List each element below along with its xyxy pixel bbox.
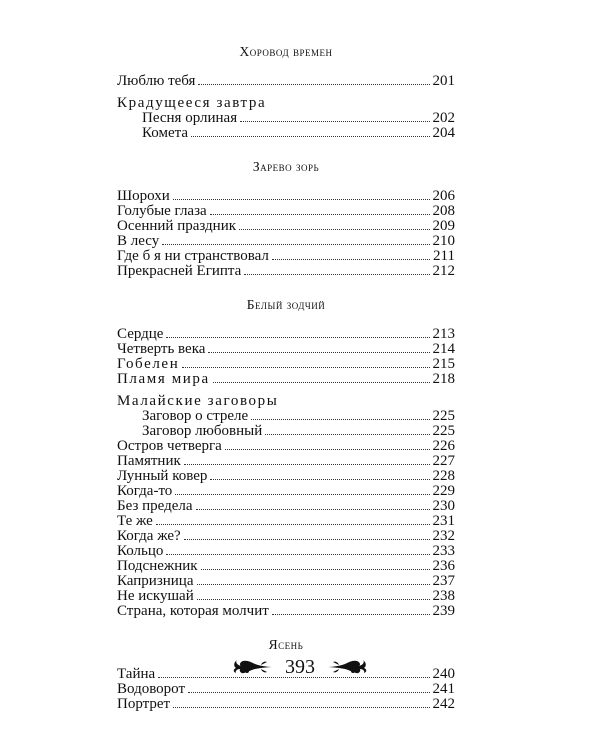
toc-entry xyxy=(117,574,455,589)
toc-entry-page: 231 xyxy=(432,513,455,529)
toc-entry-title: Прекрасней Египта xyxy=(117,263,242,279)
dot-leader xyxy=(166,336,429,338)
toc-entry-page: 208 xyxy=(432,203,455,219)
dot-leader xyxy=(272,613,430,615)
section-title: Ясень xyxy=(268,637,304,652)
dot-leader xyxy=(213,381,430,383)
toc-entry-title: Не искушай xyxy=(117,588,194,604)
toc-entry xyxy=(117,111,455,126)
toc-group-heading: Крадущееся завтра xyxy=(117,95,267,111)
toc-entry xyxy=(117,264,455,279)
toc-entry-title: Страна, которая молчит xyxy=(117,603,269,619)
section-title: Белый зодчий xyxy=(246,297,326,312)
toc-entry-page: 225 xyxy=(432,423,455,439)
toc-entry-title: Заговор о стреле xyxy=(142,408,249,424)
dot-leader xyxy=(210,478,429,480)
toc-entry-title: Голубые глаза xyxy=(117,203,207,219)
toc-entry-page: 237 xyxy=(432,573,455,589)
dot-leader xyxy=(201,568,430,570)
toc-entry-page: 212 xyxy=(432,263,455,279)
dot-leader xyxy=(191,135,429,137)
toc-entry-page: 209 xyxy=(432,218,455,234)
dot-leader xyxy=(166,553,429,555)
dot-leader xyxy=(210,213,430,215)
dot-leader xyxy=(156,523,430,525)
toc-entry xyxy=(117,424,455,439)
toc-entry xyxy=(117,409,455,424)
toc-entry xyxy=(117,439,455,454)
toc-entry-title: Подснежник xyxy=(117,558,198,574)
toc-entry-title: Когда-то xyxy=(117,483,173,499)
toc-entry-list xyxy=(117,74,455,141)
dot-leader xyxy=(197,598,430,600)
toc-entry xyxy=(117,514,455,529)
section-title: Зарево зорь xyxy=(252,159,320,174)
toc-entry-title: Гобелен xyxy=(117,356,180,372)
toc-entry-page: 204 xyxy=(432,125,455,141)
toc-entry-page: 210 xyxy=(432,233,455,249)
toc-entry xyxy=(117,559,455,574)
toc-entry xyxy=(117,372,455,387)
toc-entry xyxy=(117,204,455,219)
toc-entry-list xyxy=(117,327,455,619)
dot-leader xyxy=(182,366,429,368)
toc-entry xyxy=(117,454,455,469)
toc-entry-page: 229 xyxy=(432,483,455,499)
dot-leader xyxy=(239,228,429,230)
toc-entry-page: 239 xyxy=(432,603,455,619)
toc-entry xyxy=(117,499,455,514)
leaf-ornament-icon xyxy=(323,656,369,678)
toc-entry-page: 202 xyxy=(432,110,455,126)
toc-entry-title: Осенний праздник xyxy=(117,218,237,234)
toc-entry xyxy=(117,529,455,544)
toc-entry xyxy=(117,589,455,604)
dot-leader xyxy=(198,83,429,85)
toc-entry xyxy=(117,544,455,559)
toc-entry-page: 215 xyxy=(432,356,455,372)
toc-entry-title: Где б я ни странствовал xyxy=(117,248,269,264)
dot-leader xyxy=(173,198,430,200)
toc-entry xyxy=(117,234,455,249)
dot-leader xyxy=(240,120,429,122)
toc-entry-title: Шорохи xyxy=(117,188,170,204)
toc-entry-page: 213 xyxy=(432,326,455,342)
toc-entry-page: 233 xyxy=(432,543,455,559)
toc-entry-title: Остров четверга xyxy=(117,438,222,454)
toc-entry-page: 238 xyxy=(432,588,455,604)
toc-entry-title: Кольцо xyxy=(117,543,164,559)
toc-entry-title: Водоворот xyxy=(117,681,186,697)
toc-entry-page: 201 xyxy=(432,73,455,89)
toc-entry-title: Песня орлиная xyxy=(142,110,238,126)
toc-entry xyxy=(117,219,455,234)
section-title: Хоровод времен xyxy=(239,44,333,59)
toc-entry-title: Комета xyxy=(142,125,189,141)
toc-entry-title: В лесу xyxy=(117,233,160,249)
dot-leader xyxy=(184,538,430,540)
toc-entry-page: 232 xyxy=(432,528,455,544)
toc-entry-page: 225 xyxy=(432,408,455,424)
toc-entry-page: 242 xyxy=(432,696,455,712)
toc-entry xyxy=(117,682,455,697)
toc-entry-title: Лунный ковер xyxy=(117,468,208,484)
dot-leader xyxy=(251,418,429,420)
toc-entry-title: Люблю тебя xyxy=(117,73,196,89)
toc-entry xyxy=(117,74,455,89)
toc-entry xyxy=(117,484,455,499)
toc-entry xyxy=(117,357,455,372)
dot-leader xyxy=(184,463,430,465)
dot-leader xyxy=(265,433,429,435)
dot-leader xyxy=(197,583,430,585)
toc-entry-title: Капризница xyxy=(117,573,194,589)
toc-entry xyxy=(117,189,455,204)
toc-section xyxy=(117,297,455,619)
toc-entry xyxy=(117,604,455,619)
dot-leader xyxy=(175,493,429,495)
dot-leader xyxy=(196,508,430,510)
toc-entry-title: Четверть века xyxy=(117,341,206,357)
toc-entry-page: 228 xyxy=(432,468,455,484)
toc-entry-title: Пламя мира xyxy=(117,371,210,387)
toc-entry-page: 240 xyxy=(432,666,455,682)
toc-entry-title: Без предела xyxy=(117,498,193,514)
table-of-contents xyxy=(117,44,455,712)
toc-entry-title: Те же xyxy=(117,513,153,529)
toc-entry-title: Заговор любовный xyxy=(142,423,263,439)
toc-entry xyxy=(117,697,455,712)
dot-leader xyxy=(162,243,429,245)
dot-leader xyxy=(272,258,430,260)
toc-entry xyxy=(117,469,455,484)
toc-entry-title: Памятник xyxy=(117,453,181,469)
toc-entry-title: Сердце xyxy=(117,326,164,342)
toc-entry-page: 214 xyxy=(432,341,455,357)
toc-entry xyxy=(117,249,455,264)
toc-entry-page: 236 xyxy=(432,558,455,574)
toc-entry-page: 241 xyxy=(432,681,455,697)
toc-section xyxy=(117,159,455,279)
toc-group-heading: Малайские заговоры xyxy=(117,393,279,409)
toc-entry-title: Тайна xyxy=(117,666,156,682)
toc-entry xyxy=(117,327,455,342)
dot-leader xyxy=(208,351,429,353)
toc-entry-page: 230 xyxy=(432,498,455,514)
toc-entry-page: 211 xyxy=(433,248,455,264)
toc-section xyxy=(117,44,455,141)
toc-entry xyxy=(117,126,455,141)
toc-entry-title: Портрет xyxy=(117,696,171,712)
toc-entry-page: 227 xyxy=(432,453,455,469)
toc-entry xyxy=(117,342,455,357)
page-number: 393 xyxy=(285,656,315,678)
dot-leader xyxy=(244,273,429,275)
toc-entry-page: 226 xyxy=(432,438,455,454)
toc-entry-list xyxy=(117,189,455,279)
dot-leader xyxy=(225,448,430,450)
toc-entry-page: 218 xyxy=(432,371,455,387)
page-footer xyxy=(0,655,600,679)
leaf-ornament-icon xyxy=(231,656,277,678)
toc-entry-page: 206 xyxy=(432,188,455,204)
dot-leader xyxy=(173,706,429,708)
toc-entry-title: Когда же? xyxy=(117,528,181,544)
dot-leader xyxy=(188,691,429,693)
